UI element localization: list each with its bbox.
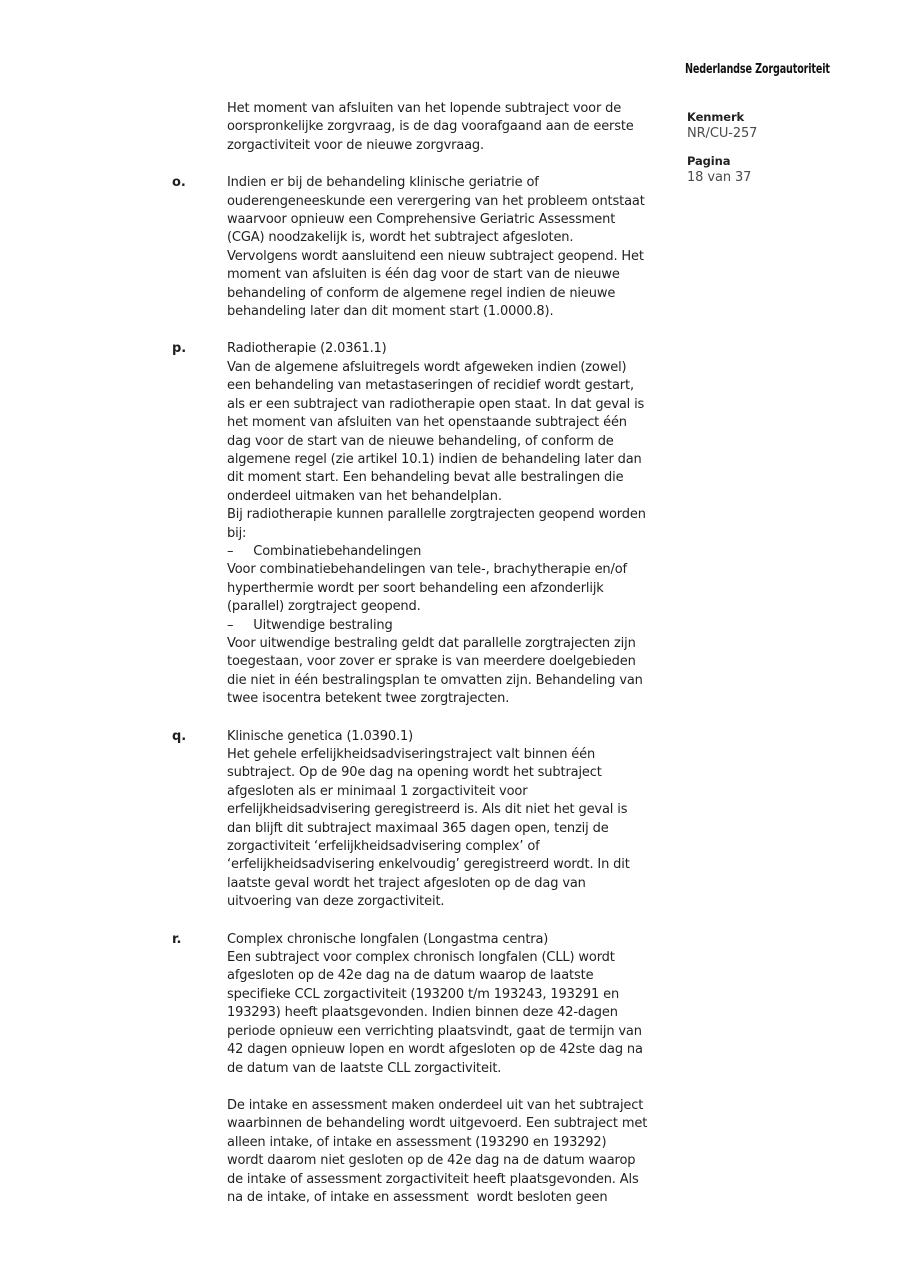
item-marker bbox=[172, 1097, 227, 1207]
text-line: de intake of assessment zorgactiviteit heeft plaatsgevonden. Als bbox=[227, 1171, 639, 1187]
text-line: Complex chronische longfalen (Longastma centra) bbox=[227, 931, 549, 947]
text-line: moment van afsluiten is één dag voor de start van de nieuwe bbox=[227, 267, 620, 283]
item-text bbox=[227, 174, 732, 321]
text-line: behandeling later dan dit moment start (1.0000.8). bbox=[227, 304, 554, 320]
text-line: wordt daarom niet gesloten op de 42e dag na de datum waarop bbox=[227, 1153, 636, 1169]
text-line: als er een subtraject van radiotherapie open staat. In dat geval is bbox=[227, 396, 645, 412]
text-line: die niet in één bestralingsplan te omvatten zijn. Behandeling van bbox=[227, 672, 643, 688]
text-line: zorgactiviteit ‘erfelijkheidsadvisering complex’ of bbox=[227, 839, 540, 855]
text-line: Voor uitwendige bestraling geldt dat parallelle zorgtrajecten zijn bbox=[227, 635, 636, 651]
pagina-value: 18 van 37 bbox=[687, 170, 752, 185]
document-body bbox=[172, 100, 732, 1226]
item-text bbox=[227, 728, 732, 912]
text-line: ouderengeneeskunde een verergering van het probleem ontstaat bbox=[227, 193, 645, 209]
text-line: subtraject. Op de 90e dag na opening wordt het subtraject bbox=[227, 765, 602, 781]
text-line: 42 dagen opnieuw lopen en wordt afgesloten op de 42ste dag na bbox=[227, 1042, 643, 1058]
item-r bbox=[172, 931, 732, 1078]
item-marker bbox=[172, 100, 227, 155]
item-p bbox=[172, 340, 732, 708]
item-marker: q. bbox=[172, 728, 187, 744]
item-marker: r. bbox=[172, 931, 182, 947]
org-wordmark: Nederlandse Zorgautoriteit bbox=[685, 62, 830, 77]
text-line: De intake en assessment maken onderdeel uit van het subtraject bbox=[227, 1097, 644, 1113]
kenmerk-label: Kenmerk bbox=[687, 110, 745, 124]
text-line: oorspronkelijke zorgvraag, is de dag voorafgaand aan de eerste bbox=[227, 119, 634, 135]
text-line: periode opnieuw een verrichting plaatsvindt, gaat de termijn van bbox=[227, 1023, 642, 1039]
text-line: zorgactiviteit voor de nieuwe zorgvraag. bbox=[227, 137, 485, 153]
text-line: dan blijft dit subtraject maximaal 365 dagen open, tenzij de bbox=[227, 820, 609, 836]
item-text bbox=[227, 100, 732, 155]
text-line: specifieke CCL zorgactiviteit (193200 t/m 193243, 193291 en bbox=[227, 986, 620, 1002]
item-o bbox=[172, 174, 732, 321]
text-line: bij: bbox=[227, 525, 247, 541]
text-line: een behandeling van metastaseringen of recidief wordt gestart, bbox=[227, 378, 634, 394]
text-line: Vervolgens wordt aansluitend een nieuw subtraject geopend. Het bbox=[227, 248, 644, 264]
text-line: Indien er bij de behandeling klinische geriatrie of bbox=[227, 175, 539, 191]
text-line: ‘erfelijkheidsadvisering enkelvoudig’ geregistreerd wordt. In dit bbox=[227, 857, 630, 873]
text-line: Klinische genetica (1.0390.1) bbox=[227, 728, 414, 744]
text-line: waarvoor opnieuw een Comprehensive Geriatric Assessment bbox=[227, 212, 616, 228]
text-line: hyperthermie wordt per soort behandeling een afzonderlijk bbox=[227, 580, 604, 596]
text-line: laatste geval wordt het traject afgesloten op de dag van bbox=[227, 875, 586, 891]
text-line: – Uitwendige bestraling bbox=[227, 617, 393, 633]
intro-continuation bbox=[172, 100, 732, 155]
text-line: Het moment van afsluiten van het lopende subtraject voor de bbox=[227, 101, 622, 116]
text-line: het moment van afsluiten van het openstaande subtraject één bbox=[227, 415, 627, 431]
text-line: (CGA) noodzakelijk is, wordt het subtraject afgesloten. bbox=[227, 230, 574, 246]
text-line: alleen intake, of intake en assessment (193290 en 193292) bbox=[227, 1134, 607, 1150]
item-text bbox=[227, 1097, 732, 1207]
text-line: Het gehele erfelijkheidsadviseringstraject valt binnen één bbox=[227, 747, 596, 762]
text-line: (parallel) zorgtraject geopend. bbox=[227, 599, 421, 615]
pagina-label: Pagina bbox=[687, 154, 731, 168]
item-text bbox=[227, 931, 732, 1078]
text-line: toegestaan, voor zover er sprake is van meerdere doelgebieden bbox=[227, 654, 636, 670]
text-line: Een subtraject voor complex chronisch longfalen (CLL) wordt bbox=[227, 950, 615, 966]
text-line: Radiotherapie (2.0361.1) bbox=[227, 341, 387, 357]
text-line: afgesloten op de 42e dag na de datum waarop de laatste bbox=[227, 968, 594, 984]
text-line: algemene regel (zie artikel 10.1) indien de behandeling later dan bbox=[227, 451, 642, 467]
text-line: erfelijkheidsadvisering geregistreerd is. Als dit niet het geval is bbox=[227, 802, 628, 818]
text-line: uitvoering van deze zorgactiviteit. bbox=[227, 894, 445, 910]
text-line: na de intake, of intake en assessment wordt besloten geen bbox=[227, 1189, 608, 1205]
text-line: waarbinnen de behandeling wordt uitgevoerd. Een subtraject met bbox=[227, 1116, 648, 1132]
text-line: Bij radiotherapie kunnen parallelle zorgtrajecten geopend worden bbox=[227, 507, 646, 523]
item-marker: p. bbox=[172, 341, 187, 357]
text-line: onderdeel uitmaken van het behandelplan. bbox=[227, 488, 502, 504]
text-line: Voor combinatiebehandelingen van tele-, brachytherapie en/of bbox=[227, 562, 627, 578]
text-line: – Combinatiebehandelingen bbox=[227, 543, 422, 559]
text-line: dag voor de start van de nieuwe behandeling, of conform de bbox=[227, 433, 614, 449]
text-line: Van de algemene afsluitregels wordt afgeweken indien (zowel) bbox=[227, 359, 627, 375]
text-line: dit moment start. Een behandeling bevat alle bestralingen die bbox=[227, 470, 624, 486]
text-line: afgesloten als er minimaal 1 zorgactiviteit voor bbox=[227, 783, 528, 799]
text-line: behandeling of conform de algemene regel indien de nieuwe bbox=[227, 285, 616, 301]
text-line: twee isocentra betekent twee zorgtrajecten. bbox=[227, 691, 510, 707]
item-marker: o. bbox=[172, 175, 186, 191]
text-line: 193293) heeft plaatsgevonden. Indien binnen deze 42-dagen bbox=[227, 1005, 618, 1021]
kenmerk-value: NR/CU-257 bbox=[687, 126, 758, 141]
item-text bbox=[227, 340, 732, 708]
item-q bbox=[172, 728, 732, 912]
text-line: de datum van de laatste CLL zorgactiviteit. bbox=[227, 1060, 502, 1076]
item-r-continuation bbox=[172, 1097, 732, 1207]
